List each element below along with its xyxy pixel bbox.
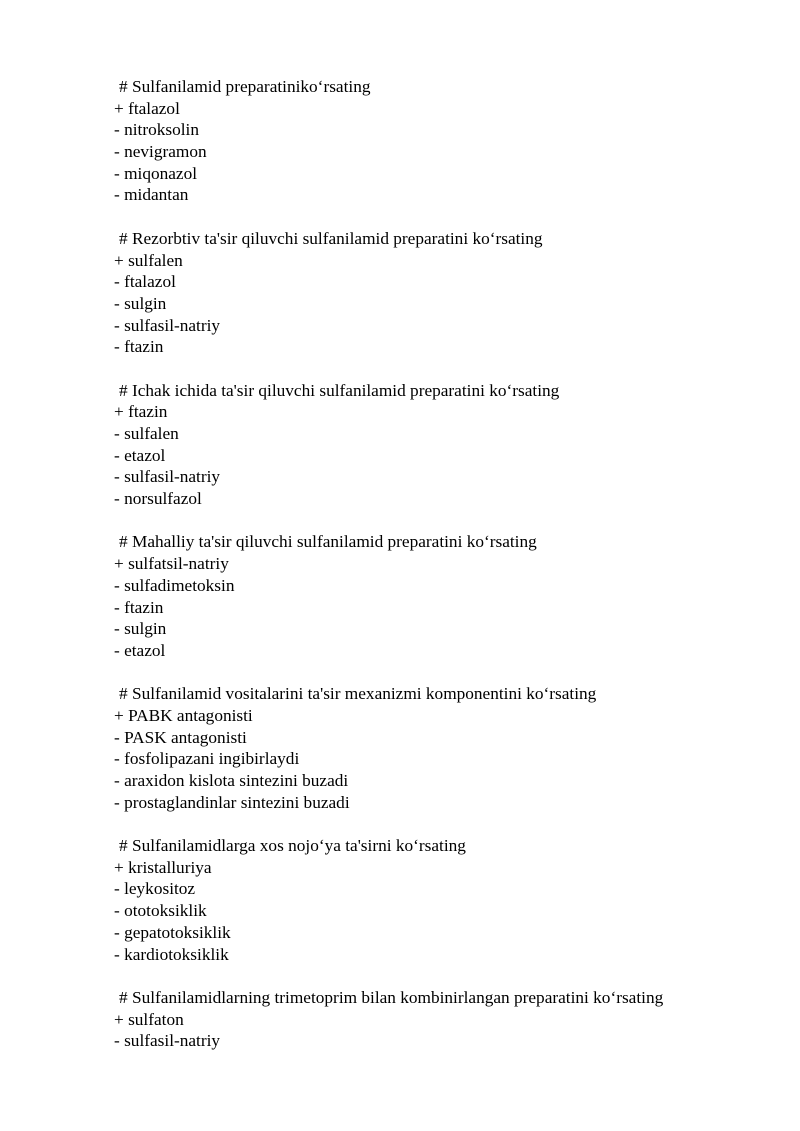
question-block-7 [114,987,754,1052]
answer-option: - sulfasil-natriy [114,1031,221,1051]
question-text: # Sulfanilamid preparatiniko‘rsating [119,77,371,96]
question-block-1 [114,76,754,206]
question-text: # Rezorbtiv ta'sir qiluvchi sulfanilamid preparatini ko‘rsating [119,228,543,248]
answer-option: - etazol [114,640,166,660]
answer-option: - kardiotoksiklik [114,944,229,964]
answer-option: - nitroksolin [114,120,199,140]
question-text: # Sulfanilamid vositalarini ta'sir mexanizmi komponentini ko‘rsating [119,684,597,704]
answer-option: - ototoksiklik [114,901,207,921]
question-block-5 [114,683,754,813]
question-text: # Sulfanilamidlarning trimetoprim bilan kombinirlangan preparatini ko‘rsating [119,987,664,1007]
correct-answer: + sulfaton [114,1009,184,1029]
answer-option: - norsulfazol [114,489,202,509]
answer-option: - sulfasil-natriy [114,315,221,335]
document-page [114,76,754,1074]
answer-option: - fosfolipazani ingibirlaydi [114,749,300,769]
answer-option: - ftalazol [114,272,176,292]
question-block-2 [114,228,754,358]
question-block-3 [114,380,754,510]
answer-option: - nevigramon [114,142,207,162]
answer-option: - sulfalen [114,424,179,443]
answer-option: - miqonazol [114,163,198,183]
answer-option: - PASK antagonisti [114,727,247,747]
question-text: # Ichak ichida ta'sir qiluvchi sulfanilamid preparatini ko‘rsating [119,380,560,400]
answer-option: - midantan [114,185,189,205]
answer-option: - sulgin [114,293,167,313]
answer-option: - sulfadimetoksin [114,575,235,595]
correct-answer: + sulfatsil-natriy [114,554,229,574]
correct-answer: + ftazin [114,402,168,422]
answer-option: - leykositoz [114,879,196,899]
correct-answer: + kristalluriya [114,857,212,877]
answer-option: - gepatotoksiklik [114,922,231,942]
question-text: # Mahalliy ta'sir qiluvchi sulfanilamid preparatini ko‘rsating [119,532,537,552]
answer-option: - prostaglandinlar sintezini buzadi [114,792,350,812]
correct-answer: + PABK antagonisti [114,705,253,725]
question-text: # Sulfanilamidlarga xos nojo‘ya ta'sirni ko‘rsating [119,836,466,856]
answer-option: - ftazin [114,597,164,617]
answer-option: - sulgin [114,619,167,639]
answer-option: - sulfasil-natriy [114,467,221,487]
answer-option: - araxidon kislota sintezini buzadi [114,771,349,790]
question-block-6 [114,835,754,965]
correct-answer: + sulfalen [114,250,183,270]
answer-option: - etazol [114,445,166,465]
correct-answer: + ftalazol [114,98,180,118]
question-block-4 [114,531,754,661]
answer-option: - ftazin [114,337,164,357]
